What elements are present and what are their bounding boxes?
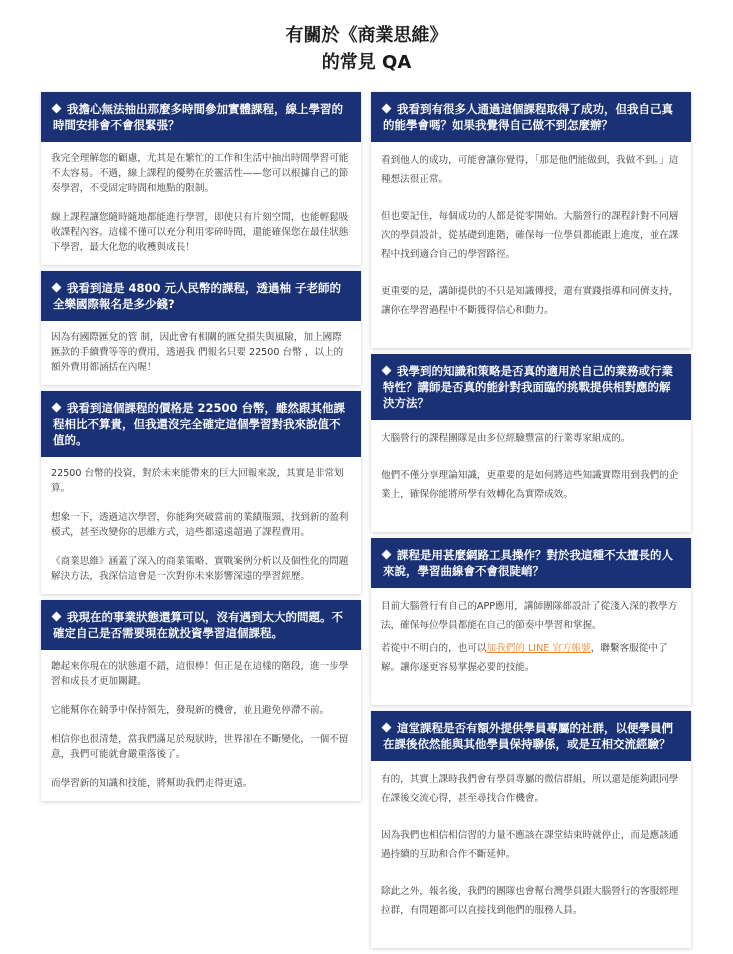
- question-text: 我看到有很多人通過這個課程取得了成功，但我自己真的能學會嗎？如果我覺得自己做不到怎麼辦？: [383, 102, 673, 132]
- faq-card: [371, 354, 691, 532]
- page-title-line1: 有關於《商業思維》: [285, 25, 448, 46]
- answer-paragraph: 線上課程讓您隨時隨地都能進行學習，即使只有片刻空閒，也能輕鬆吸收課程內容。這樣不僅可以充分利用零碎時間，還能確保您在最佳狀態下學習，最大化您的收穫與成長！: [51, 212, 349, 253]
- answer-paragraph: 更重要的是，講師提供的不只是知識傳授，還有實踐指導和同儕支持，讓你在學習過程中不斷獲得信心和動力。: [381, 286, 679, 316]
- faq-answer: [371, 761, 691, 948]
- faq-question: [371, 354, 691, 420]
- answer-paragraph: 相信你也很清楚，當我們滿足於現狀時，世界卻在不斷變化，一個不留意，我們可能就會嚴重落後了。: [51, 734, 349, 760]
- diamond-icon: [382, 550, 392, 560]
- faq-question: [371, 92, 691, 142]
- faq-question: [41, 271, 361, 321]
- answer-paragraph: 看到他人的成功，可能會讓你覺得，「那是他們能做到，我做不到。」這種想法很正常。: [381, 155, 679, 185]
- faq-card: [371, 711, 691, 948]
- faq-card: [41, 391, 361, 594]
- diamond-icon: [52, 104, 62, 114]
- diamond-icon: [52, 612, 62, 622]
- faq-card: [41, 92, 361, 265]
- answer-paragraph: 因為我們也相信相信習的力量不應該在課堂結束時就停止，而是應該通過持續的互助和合作不斷延伸。: [381, 830, 679, 860]
- answer-text: 若從中不明白的，也可以: [381, 643, 487, 654]
- answer-paragraph: 但也要記住，每個成功的人都是從零開始。大腦營行的課程針對不同層次的學員設計，從基礎到進階，確保每一位學員都能跟上進度，並在課程中找到適合自己的學習路徑。: [381, 211, 679, 260]
- answer-paragraph: 大腦營行的課程團隊是由多位經驗豐富的行業專家組成的。: [381, 433, 631, 444]
- answer-text: ，聯繫客服從中了解。讓你逐更容易掌握必要的技能。: [381, 643, 668, 673]
- answer-paragraph: 目前大腦營行有自己的APP應用，講師團隊都設計了從淺入深的教學方法，確保每位學員都能在自己的節奏中學習和掌握。: [381, 601, 678, 631]
- answer-paragraph: 22500 台幣的投資，對於未來能帶來的巨大回報來說，其實是非常划算。: [51, 468, 344, 494]
- question-text: 我擔心無法抽出那麼多時間參加實體課程，線上學習的時間安排會不會很緊張？: [53, 102, 343, 132]
- answer-paragraph: 有的，其實上課時我們會有學員專屬的微信群組，所以還是能夠跟同學在課後交流心得，甚至尋找合作機會。: [381, 774, 679, 804]
- answer-paragraph: 想象一下，透過這次學習，你能夠突破當前的業績瓶頸，找到新的盈利模式，甚至改變你的思維方式，這些都遠遠超過了課程費用。: [51, 512, 349, 538]
- faq-answer: [41, 321, 361, 385]
- diamond-icon: [382, 723, 392, 733]
- question-text: 我現在的事業狀態還算可以，沒有遇到太大的問題。不確定自己是否需要現在就投資學習這個課程。: [53, 610, 343, 640]
- diamond-icon: [52, 403, 62, 413]
- question-text: 我看到這是 4800 元人民幣的課程，透過柚 子老師的全樂國際報名是多少錢?: [53, 281, 342, 311]
- question-text: 我學到的知識和策略是否真的適用於自己的業務或行業特性？講師是否真的能針對我面臨的挑戰提供相對應的解決方法？: [383, 364, 673, 410]
- faq-answer: [371, 588, 691, 705]
- answer-paragraph: 它能幫你在競爭中保持領先，發現新的機會，並且避免停滯不前。: [51, 705, 330, 716]
- answer-paragraph: 《商業思維》涵蓋了深入的商業策略、實戰案例分析以及個性化的問題解決方法，我深信這會是一次對你未來影響深遠的學習經歷。: [51, 556, 349, 582]
- question-text: 我看到這個課程的價格是 22500 台幣，雖然跟其他課程相比不算貴，但我還沒完全確定這個學習對我來說值不值的。: [53, 401, 346, 447]
- question-text: 這堂課程是否有額外提供學員專屬的社群，以便學員們在課後依然能與其他學員保持聯係，或是互相交流經驗？: [383, 721, 673, 751]
- faq-question: [41, 92, 361, 142]
- faq-card: [41, 271, 361, 385]
- page-title: [0, 22, 733, 76]
- faq-card: [371, 538, 691, 705]
- answer-paragraph: 聽起來你現在的狀態還不錯，這很棒！但正是在這樣的階段，進一步學習和成長才更加關鍵。: [51, 661, 349, 687]
- answer-paragraph: 而學習新的知識和技能，將幫助我們走得更遠。: [51, 778, 253, 789]
- diamond-icon: [382, 104, 392, 114]
- diamond-icon: [52, 283, 62, 293]
- faq-answer: [371, 420, 691, 532]
- faq-question: [371, 538, 691, 588]
- answer-paragraph: 因為有國際匯兌的管 制，因此會有相關的匯兌損失與風險，加上國際匯款的手續費等等的費用，透過我 們報名只要 22500 台幣 ，以上的額外費用都涵括在內喔！: [51, 332, 344, 373]
- answer-paragraph: 我完全理解您的顧慮，尤其是在繁忙的工作和生活中抽出時間學習可能不太容易。不過，線上課程的優勢在於靈活性——您可以根據自己的節奏學習，不受固定時間和地點的限制。: [51, 153, 349, 194]
- diamond-icon: [382, 366, 392, 376]
- answer-paragraph: 除此之外，報名後，我們的團隊也會幫台灣學員跟大腦營行的客服經理拉群，有問題都可以直接找到他們的服務人員。: [381, 886, 679, 916]
- faq-column-right: [371, 92, 691, 954]
- answer-paragraph: [381, 639, 681, 677]
- line-official-account-link[interactable]: 加我們的 LINE 官方帳號: [486, 643, 591, 654]
- page-title-line2: 的常見 QA: [321, 52, 412, 73]
- faq-answer: [41, 457, 361, 594]
- faq-question: [41, 600, 361, 650]
- faq-question: [41, 391, 361, 457]
- faq-question: [371, 711, 691, 761]
- faq-answer: [41, 142, 361, 265]
- answer-paragraph: 他們不僅分享理論知識，更重要的是如何將這些知識實際用到我們的企業上，確保你能將所學有效轉化為實際成效。: [381, 470, 679, 500]
- question-text: 課程是用甚麼網路工具操作？對於我這種不太擅長的人來說，學習曲線會不會很陡峭？: [383, 548, 673, 578]
- faq-answer: [41, 650, 361, 801]
- faq-answer: [371, 142, 691, 348]
- faq-card: [371, 92, 691, 348]
- faq-column-left: [41, 92, 361, 807]
- faq-card: [41, 600, 361, 801]
